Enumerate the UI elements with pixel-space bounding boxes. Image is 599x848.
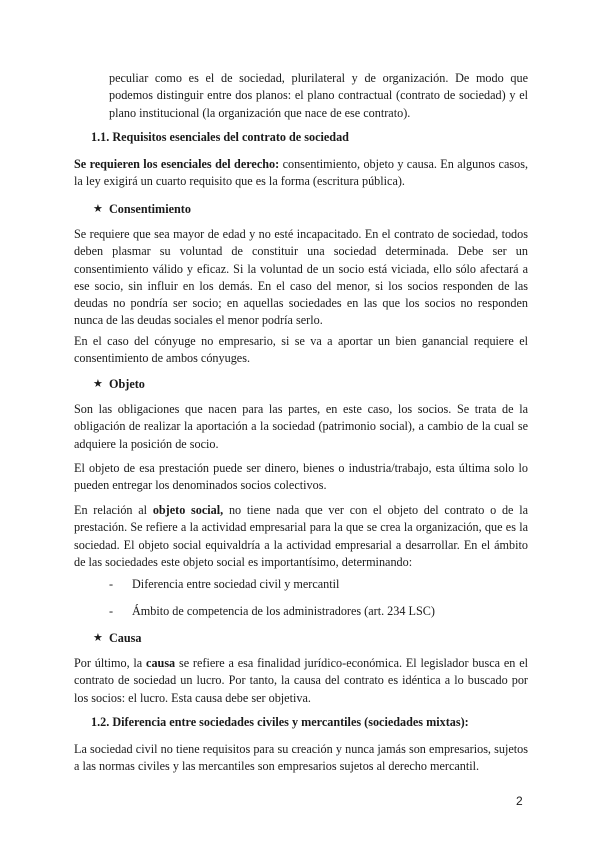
social-object-paragraph: En relación al objeto social, no tiene nada que ver con el objeto del contrato o de la prestación. Se refiere a la actividad empresarial para la que se crea la organización, que es la sociedad. El objeto social equivaldría a la actividad empresarial a desarrollar. En el ámbito de las sociedades este objeto social es importantísimo, determinando: [74,503,528,569]
page-number: 2 [516,794,523,808]
civil-mercantile-paragraph: La sociedad civil no tiene requisitos para su creación y nunca jamás son empresarios, sujetos a las normas civiles y las mercantiles son empresarios sujetos al derecho mercantil. [74,742,528,774]
list-item-admin-competence: Ámbito de competencia de los administradores (art. 234 LSC) [132,604,435,618]
list-item-civil-mercantil: Diferencia entre sociedad civil y mercantil [132,577,340,591]
cause-paragraph: Por último, la causa se refiere a esa finalidad jurídico-económica. El legislador busca en el contrato de sociedad un lucro. Por tanto, la causa del contrato es idéntica a lo buscado por los socios: el lucro. Esta causa debe ser objetiva. [74,656,528,705]
requirements-paragraph [74,156,528,191]
star-bullet-icon: ★ [93,632,103,644]
object-provision-paragraph: El objeto de esa prestación puede ser dinero, bienes o industria/trabajo, esta última solo lo pueden entregar los denominados socios colectivos. [74,461,528,493]
requirements-bold: Se requieren los esenciales del derecho: [74,157,280,171]
object-paragraph: Son las obligaciones que nacen para las partes, en este caso, los socios. Se trata de la obligación de realizar la aportación a la sociedad (patrimonio social), a cambio de la cual se adquiere la posición de socio. [74,402,528,451]
section-heading-1-1: 1.1. Requisitos esenciales del contrato de sociedad [91,130,349,144]
requirements-text: consentimiento, objeto y causa. En algunos casos, la ley exigirá un cuarto requisito que es la forma (escritura pública). [74,157,528,189]
list-dash: - [109,604,114,618]
star-bullet-icon: ★ [93,378,103,390]
star-bullet-icon: ★ [93,203,103,215]
list-dash: - [109,577,114,591]
section-heading-1-2: 1.2. Diferencia entre sociedades civiles y mercantiles (sociedades mixtas): [91,715,469,729]
subheading-causa: Causa [109,631,142,645]
consent-paragraph: Se requiere que sea mayor de edad y no esté incapacitado. En el contrato de sociedad, todos deben plasmar su voluntad de constituir una sociedad determinada. Debe ser un consentimiento válido y eficaz. Si la voluntad de un socio está viciada, ello sólo afectará a ese socio, sin influir en los demás. En el caso del menor, si los socios responden de las deudas no pondría ser socio; en aquellas sociedades en las que los socios no responden nunca de las deudas sociales el menor podría serlo. [74,227,528,328]
subheading-objeto: Objeto [109,377,145,391]
cause-bold: causa [146,656,176,670]
subheading-consentimiento: Consentimiento [109,202,191,216]
spouse-paragraph: En el caso del cónyuge no empresario, si se va a aportar un bien ganancial requiere el consentimiento de ambos cónyuges. [74,334,528,366]
social-object-bold: objeto social, [152,503,224,517]
intro-paragraph: peculiar como es el de sociedad, plurilateral y de organización. De modo que podemos distinguir entre dos planos: el plano contractual (contrato de sociedad) y el plano institucional (la organización que nace de ese contrato). [109,71,528,120]
